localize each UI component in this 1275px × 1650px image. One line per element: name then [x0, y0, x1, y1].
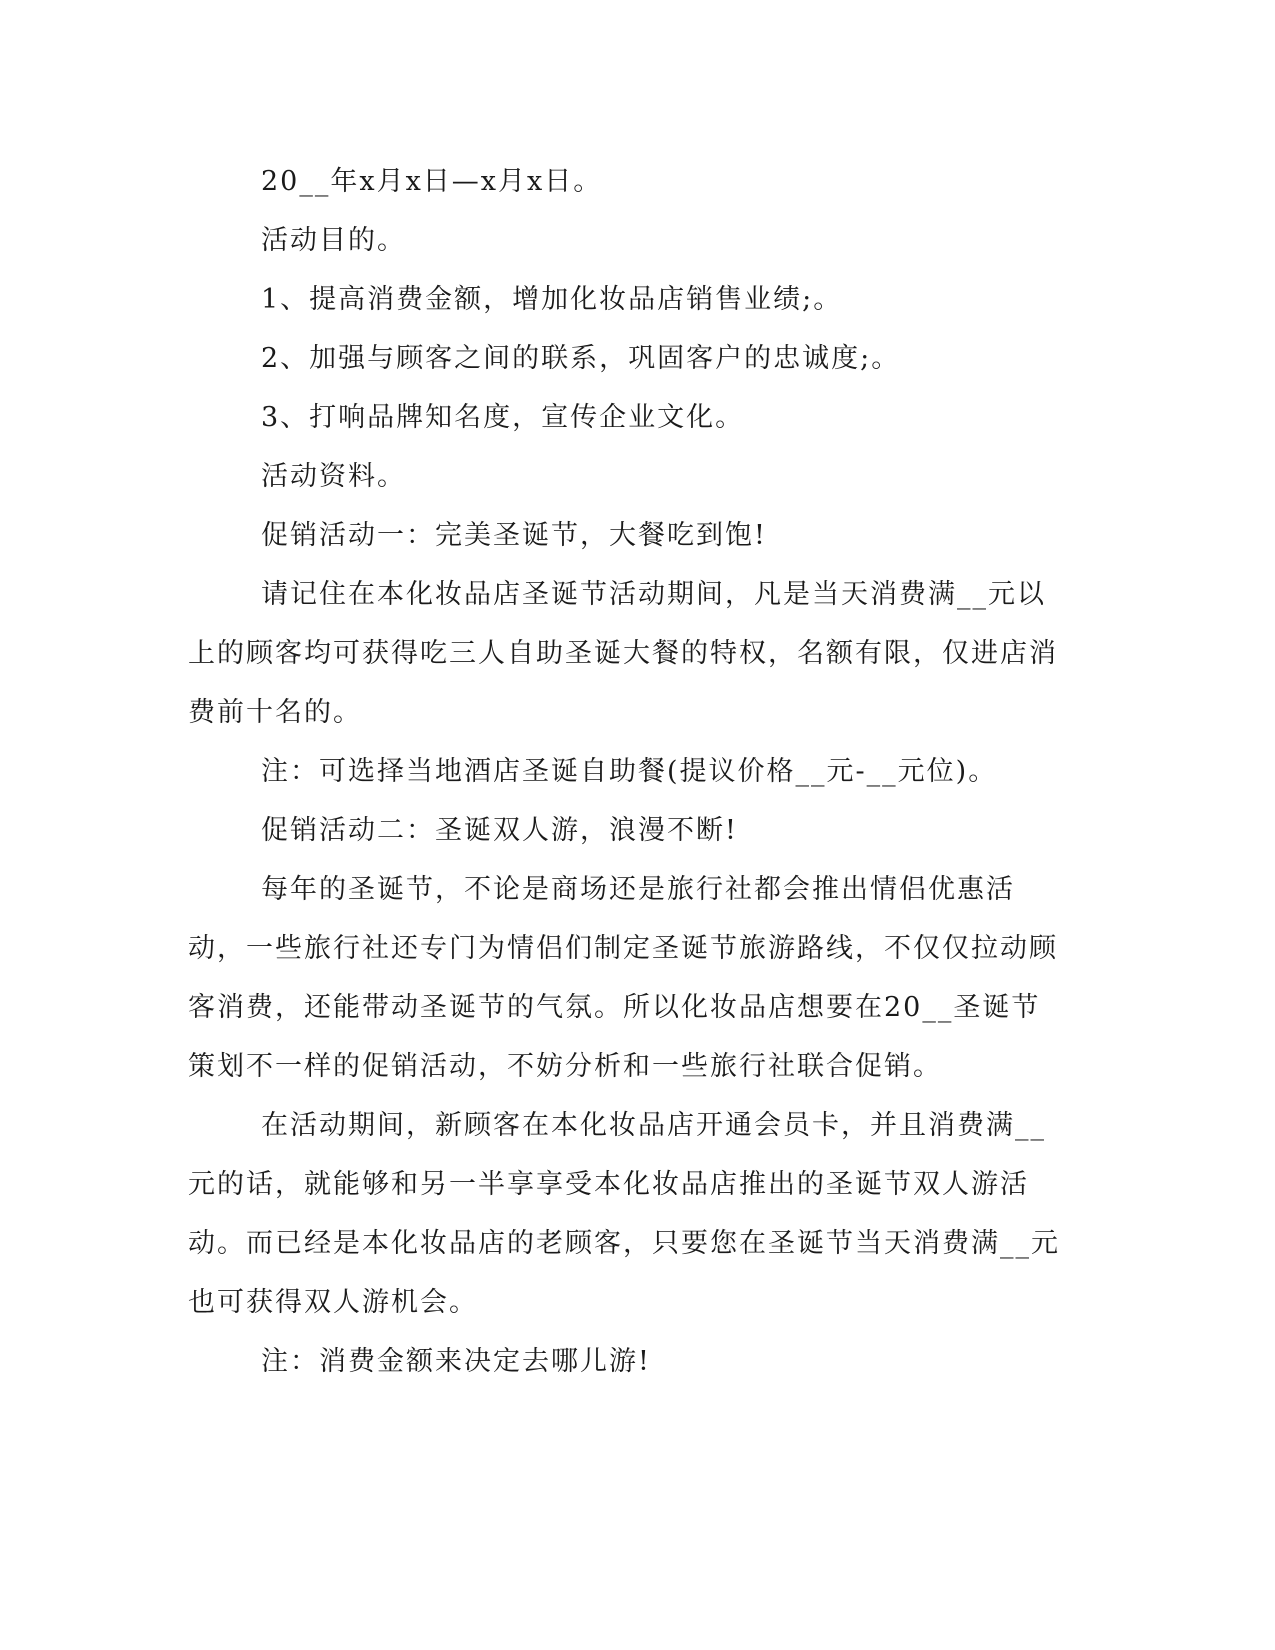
- promotion-1-title: 促销活动一：完美圣诞节，大餐吃到饱!: [261, 520, 767, 551]
- heading-activity-purpose: 活动目的。: [261, 225, 406, 256]
- promotion-1-note: 注：可选择当地酒店圣诞自助餐(提议价格__元-__元位)。: [261, 756, 998, 787]
- date-range-line: 20__年x月x日—x月x日。: [261, 166, 603, 197]
- purpose-item-2: 2、加强与顾客之间的联系，巩固客户的忠诚度;。: [261, 343, 901, 374]
- promotion-2-title: 促销活动二：圣诞双人游，浪漫不断!: [261, 815, 738, 846]
- purpose-item-3: 3、打响品牌知名度，宣传企业文化。: [261, 402, 745, 433]
- purpose-item-1: 1、提高消费金额，增加化妆品店销售业绩;。: [261, 284, 843, 315]
- promotion-2-note: 注：消费金额来决定去哪儿游!: [261, 1346, 651, 1377]
- promotion-2-details: 在活动期间，新顾客在本化妆品店开通会员卡，并且消费满__元的话，就能够和另一半享享受本化妆品店推出的圣诞节双人游活动。而已经是本化妆品店的老顾客，只要您在圣诞节当天消费满__元也可获得双人游机会。: [188, 1110, 1060, 1318]
- promotion-1-body: 请记住在本化妆品店圣诞节活动期间，凡是当天消费满__元以上的顾客均可获得吃三人自助圣诞大餐的特权，名额有限，仅进店消费前十名的。: [188, 579, 1058, 728]
- promotion-2-body: 每年的圣诞节，不论是商场还是旅行社都会推出情侣优惠活动，一些旅行社还专门为情侣们制定圣诞节旅游路线，不仅仅拉动顾客消费，还能带动圣诞节的气氛。所以化妆品店想要在20__圣诞节策划不一样的促销活动，不妨分析和一些旅行社联合促销。: [188, 874, 1058, 1082]
- heading-activity-materials: 活动资料。: [261, 461, 406, 492]
